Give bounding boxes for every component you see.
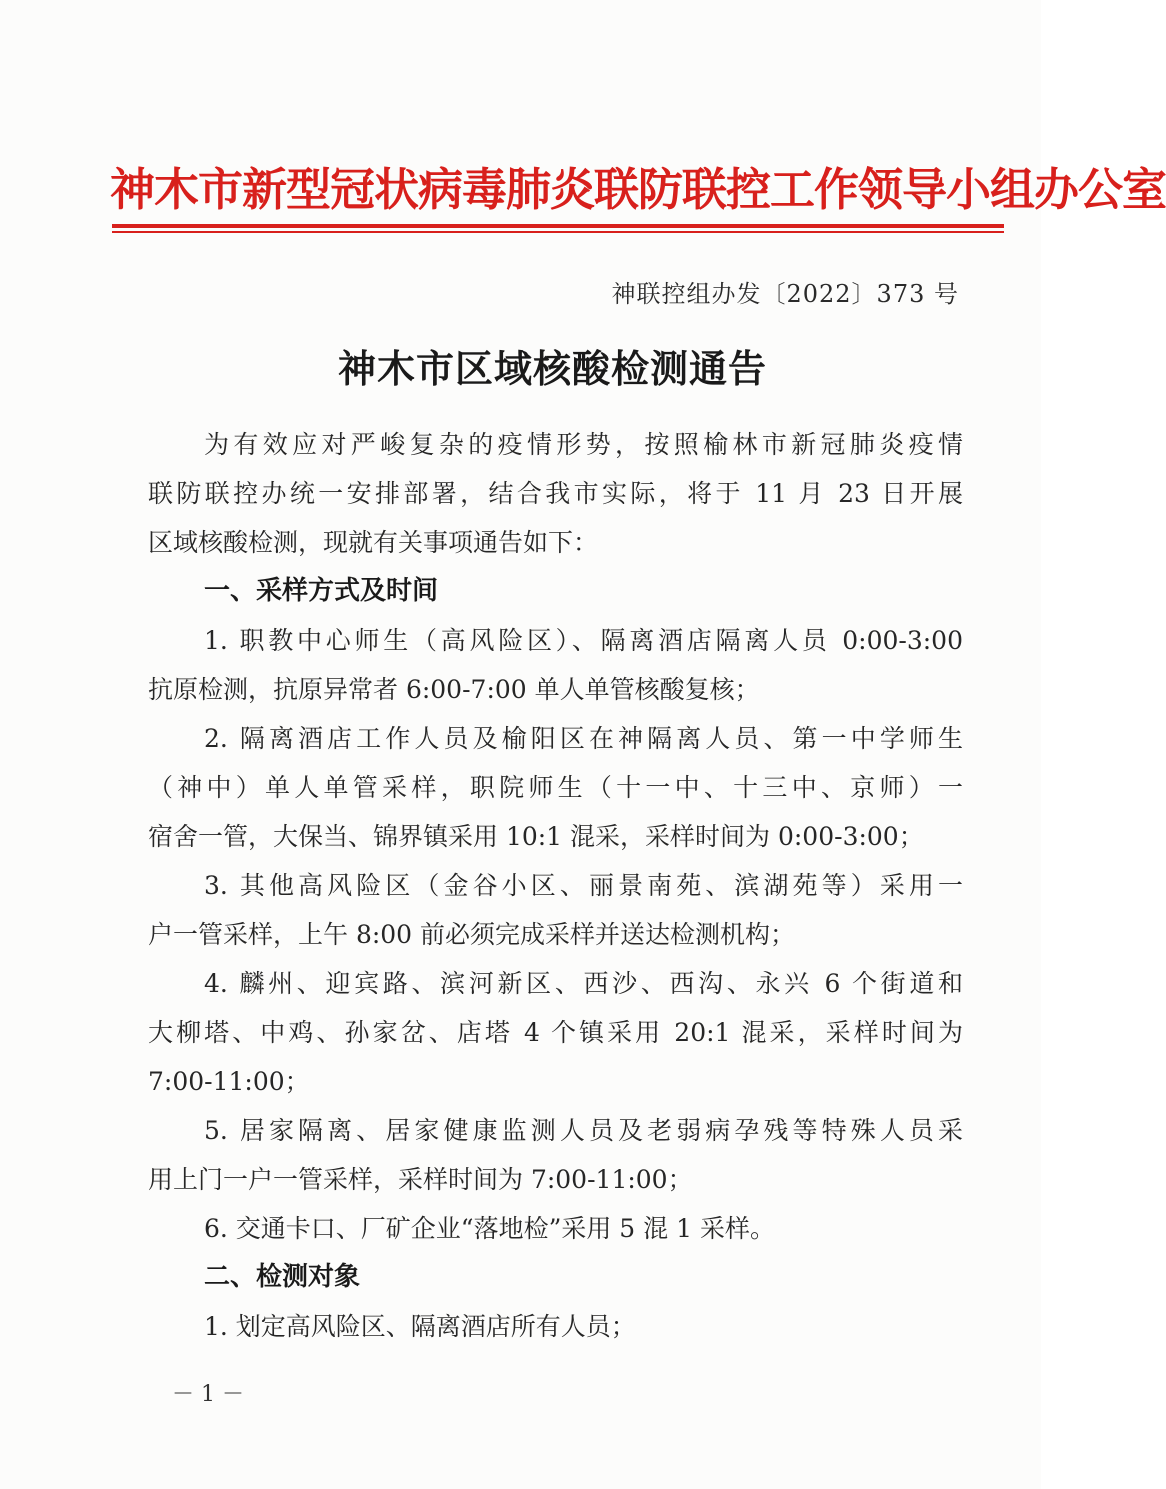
issuing-office-header: 神木市新型冠状病毒肺炎联防联控工作领导小组办公室 [110,163,1166,216]
list-item-line: 4. 麟州、迎宾路、滨河新区、西沙、西沟、永兴 6 个街道和 [204,969,963,998]
list-item-line: 2. 隔离酒店工作人员及榆阳区在神隔离人员、第一中学师生 [204,724,963,753]
document-body [148,420,963,1351]
list-item-line: 7:00-11:00； [148,1067,310,1096]
list-item-line: 宿舍一管，大保当、锦界镇采用 10:1 混采，采样时间为 0:00-3:00； [148,822,924,851]
list-item-line: 3. 其他高风险区（金谷小区、丽景南苑、滨湖苑等）采用一 [204,871,963,900]
intro-line: 联防联控办统一安排部署，结合我市实际，将于 11 月 23 日开展 [148,479,963,508]
document-number: 神联控组办发〔2022〕373 号 [611,280,959,308]
intro-line: 区域核酸检测，现就有关事项通告如下： [148,528,599,557]
list-item-line: 6. 交通卡口、厂矿企业“落地检”采用 5 混 1 采样。 [204,1214,775,1243]
document-title: 神木市区域核酸检测通告 [337,346,767,391]
list-item-line: 1. 划定高风险区、隔离酒店所有人员； [204,1312,636,1341]
intro-line: 为有效应对严峻复杂的疫情形势，按照榆林市新冠肺炎疫情 [204,430,963,459]
header-red-rule-thin [112,231,1004,233]
section-heading: 一、采样方式及时间 [204,576,439,606]
header-red-rule [112,224,1004,228]
list-item-line: 5. 居家隔离、居家健康监测人员及老弱病孕残等特殊人员采 [204,1116,963,1145]
list-item-line: 户一管采样，上午 8:00 前必须完成采样并送达检测机构； [148,920,796,949]
list-item-line: 用上门一户一管采样，采样时间为 7:00-11:00； [148,1165,693,1194]
list-item-line: 抗原检测，抗原异常者 6:00-7:00 单人单管核酸复核； [148,675,760,704]
list-item-line: 大柳塔、中鸡、孙家岔、店塔 4 个镇采用 20:1 混采，采样时间为 [148,1018,963,1047]
section-heading: 二、检测对象 [204,1262,361,1292]
page-number: － 1 － [172,1382,244,1407]
list-item-line: （神中）单人单管采样，职院师生（十一中、十三中、京师）一 [148,773,963,802]
list-item-line: 1. 职教中心师生（高风险区）、隔离酒店隔离人员 0:00-3:00 [204,626,963,655]
